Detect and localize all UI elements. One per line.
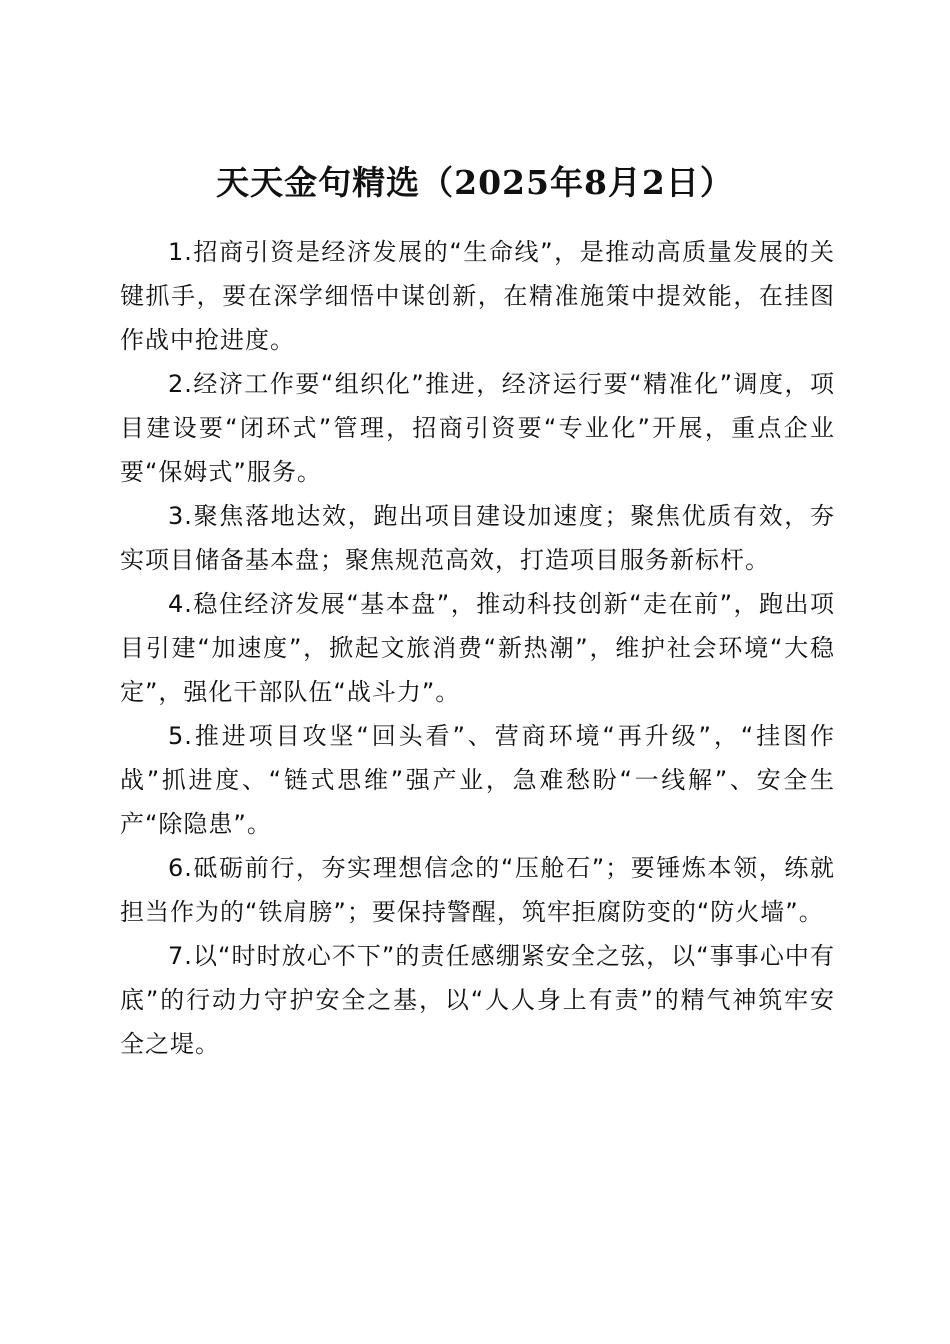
paragraph-6: 6.砥砺前行，夯实理想信念的“压舱石”；要锤炼本领，练就担当作为的“铁肩膀”；要保持警醒，筑牢拒腐防变的“防火墙”。: [120, 854, 835, 926]
paragraph-3: 3.聚焦落地达效，跑出项目建设加速度；聚焦优质有效，夯实项目储备基本盘；聚焦规范高效，打造项目服务新标杆。: [120, 502, 835, 574]
page-title: 天天金句精选（2025年8月2日）: [216, 163, 734, 203]
paragraph-7: 7.以“时时放心不下”的责任感绷紧安全之弦，以“事事心中有底”的行动力守护安全之基，以“人人身上有责”的精气神筑牢安全之堤。: [120, 942, 835, 1058]
paragraph-1: 1.招商引资是经济发展的“生命线”，是推动高质量发展的关键抓手，要在深学细悟中谋创新，在精准施策中提效能，在挂图作战中抢进度。: [120, 238, 835, 354]
document-body: [120, 230, 835, 1066]
paragraph-5: 5.推进项目攻坚“回头看”、营商环境“再升级”，“挂图作战”抓进度、“链式思维”强产业，急难愁盼“一线解”、安全生产“除隐患”。: [120, 722, 835, 838]
paragraph-4: 4.稳住经济发展“基本盘”，推动科技创新“走在前”，跑出项目引建“加速度”，掀起文旅消费“新热潮”，维护社会环境“大稳定”，强化干部队伍“战斗力”。: [120, 590, 835, 706]
paragraph-2: 2.经济工作要“组织化”推进，经济运行要“精准化”调度，项目建设要“闭环式”管理，招商引资要“专业化”开展，重点企业要“保姆式”服务。: [120, 370, 835, 486]
